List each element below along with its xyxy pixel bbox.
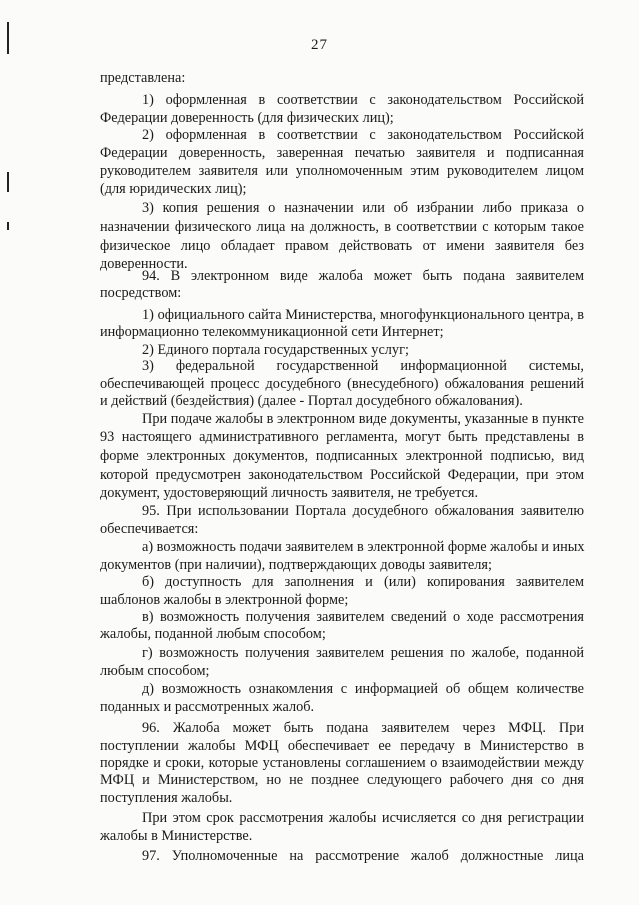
text-line: поступления жалобы. — [100, 790, 233, 806]
scan-edge-mark-1 — [7, 22, 9, 54]
text-line: обеспечивается: — [100, 521, 199, 537]
text-line: назначении физического лица на должность, в соответствии с которым такое — [100, 219, 584, 235]
text-line: При подаче жалобы в электронном виде документы, указанные в пункте — [142, 411, 584, 427]
text-line: 93 настоящего административного регламента, могут быть представлены в — [100, 429, 584, 445]
text-line: посредством: — [100, 285, 182, 301]
text-line: а) возможность подачи заявителем в электронной форме жалобы и иных — [142, 539, 585, 555]
scan-edge-mark-2 — [7, 172, 9, 192]
text-line: (для юридических лиц); — [100, 181, 247, 197]
text-line: порядке и сроки, которые установлены соглашением о взаимодействии между — [100, 755, 584, 771]
text-line: 94. В электронном виде жалоба может быть подана заявителем — [142, 268, 584, 284]
text-line: 1) оформленная в соответствии с законодательством Российской — [142, 92, 584, 108]
text-line: форме электронных документов, подписанных электронной подписью, вид — [100, 448, 584, 464]
text-line: жалобы, поданной любым способом; — [100, 626, 326, 642]
text-line: и действий (бездействия) (далее - Портал досудебного обжалования). — [100, 393, 523, 409]
text-line: б) доступность для заполнения и (или) копирования заявителем — [142, 574, 584, 590]
text-line: информационно телекоммуникационной сети Интернет; — [100, 324, 444, 340]
text-line: обеспечивающей процесс досудебного (внесудебного) обжалования решений — [100, 376, 584, 392]
text-line: Федерации доверенность, заверенная печатью заявителя и подписанная — [100, 145, 584, 161]
text-line: МФЦ и Министерством, но не позднее следующего рабочего дня со дня — [100, 772, 584, 788]
text-line: представлена: — [100, 70, 186, 86]
page-number: 27 — [311, 37, 328, 53]
text-line: 3) федеральной государственной информационной системы, — [142, 358, 584, 374]
text-line: 1) официального сайта Министерства, многофункционального центра, в — [142, 307, 584, 323]
text-line: г) возможность получения заявителем решения по жалобе, поданной — [142, 645, 584, 661]
text-line: поданных и рассмотренных жалоб. — [100, 699, 315, 715]
text-line: д) возможность ознакомления с информацией об общем количестве — [142, 681, 584, 697]
text-line: жалобы в Министерстве. — [100, 828, 253, 844]
text-line: 97. Уполномоченные на рассмотрение жалоб должностные лица — [142, 848, 584, 864]
text-line: поступлении жалобы МФЦ обеспечивает ее передачу в Министерство в — [100, 738, 584, 754]
text-line: 2) Единого портала государственных услуг; — [142, 342, 409, 358]
text-line: в) возможность получения заявителем сведений о ходе рассмотрения — [142, 609, 584, 625]
text-line: документов (при наличии), подтверждающих доводы заявителя; — [100, 557, 492, 573]
text-line: шаблонов жалобы в электронной форме; — [100, 592, 349, 608]
text-line: Федерации доверенность (для физических лиц); — [100, 110, 394, 126]
text-line: руководителем заявителя или уполномоченным этим руководителем лицом — [100, 163, 584, 179]
text-line: документ, удостоверяющий личность заявителя, не требуется. — [100, 485, 479, 501]
text-line: 3) копия решения о назначении или об избрании либо приказа о — [142, 200, 584, 216]
text-line: физическое лицо обладает правом действовать от имени заявителя без — [100, 238, 584, 254]
text-line: 96. Жалоба может быть подана заявителем через МФЦ. При — [142, 720, 584, 736]
scan-edge-mark-3 — [7, 222, 9, 230]
text-line: доверенности. — [100, 256, 188, 272]
text-line: 2) оформленная в соответствии с законодательством Российской — [142, 127, 584, 143]
text-line: 95. При использовании Портала досудебного обжалования заявителю — [142, 503, 584, 519]
text-line: любым способом; — [100, 663, 210, 679]
text-line: которой предусмотрен законодательством Российской Федерации, при этом — [100, 467, 584, 483]
text-line: При этом срок рассмотрения жалобы исчисляется со дня регистрации — [142, 810, 584, 826]
